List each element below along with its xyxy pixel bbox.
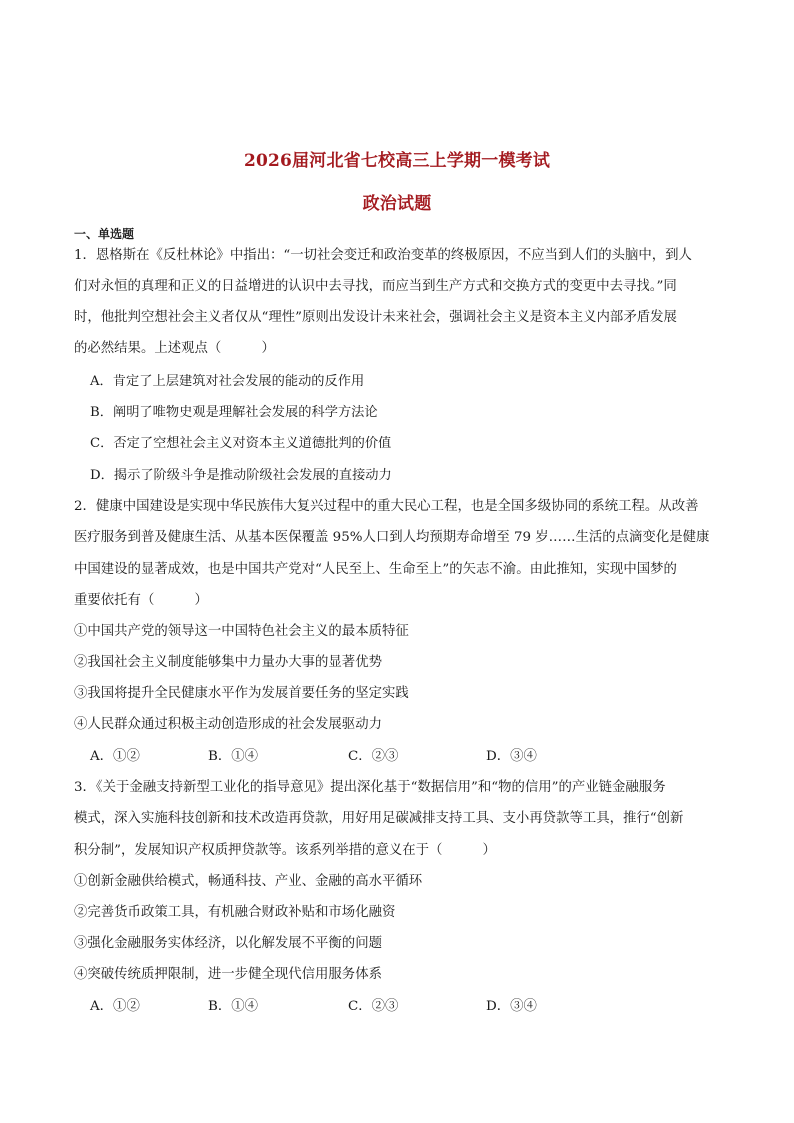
question-text-line: 医疗服务到普及健康生活、从基本医保覆盖 95%人口到人均预期寿命增至 79 岁……生活的点滴变化是健康	[74, 530, 710, 545]
statement-4: ④人民群众通过积极主动创造形成的社会发展驱动力	[74, 717, 382, 732]
option-d: D．揭示了阶级斗争是推动阶级社会发展的直接动力	[90, 468, 392, 483]
question-text-line: 3．《关于金融支持新型工业化的指导意见》提出深化基于“数据信用”和“物的信用”的产业链金融服务	[74, 780, 666, 795]
question-text-line: 1．恩格斯在《反杜林论》中指出：“一切社会变迁和政治变革的终极原因，不应当到人们的头脑中，到人	[74, 248, 692, 263]
question-text-line: 们对永恒的真理和正义的日益增进的认识中去寻找，而应当到生产方式和交换方式的变更中去寻找。”同	[74, 279, 677, 294]
question-text-line: 中国建设的显著成效，也是中国共产党对“人民至上、生命至上”的矢志不渝。由此推知，实现中国梦的	[74, 562, 677, 577]
exam-subtitle: 政治试题	[362, 194, 432, 214]
choice-b: B．①④	[208, 999, 259, 1014]
choice-d: D．③④	[486, 999, 537, 1014]
option-b: B．阐明了唯物史观是理解社会发展的科学方法论	[90, 405, 378, 420]
choice-c: C．②③	[348, 999, 399, 1014]
choice-a: A．①②	[90, 999, 140, 1014]
option-c: C．否定了空想社会主义对资本主义道德批判的价值	[90, 436, 392, 451]
statement-3: ③强化金融服务实体经济，以化解发展不平衡的问题	[74, 936, 382, 951]
exam-title: 2026届河北省七校高三上学期一模考试	[243, 151, 551, 171]
choice-c: C．②③	[348, 749, 399, 764]
question-text-line: 模式，深入实施科技创新和技术改造再贷款，用好用足碳减排支持工具、支小再贷款等工具，推行“创新	[74, 811, 684, 826]
statement-2: ②我国社会主义制度能够集中力量办大事的显著优势	[74, 655, 382, 670]
question-text-line: 2．健康中国建设是实现中华民族伟大复兴过程中的重大民心工程，也是全国多级协同的系统工程。从改善	[74, 499, 699, 514]
statement-1: ①创新金融供给模式，畅通科技、产业、金融的高水平循环	[74, 874, 423, 889]
statement-2: ②完善货币政策工具，有机融合财政补贴和市场化融资	[74, 905, 396, 920]
section-label: 一、单选题	[74, 227, 135, 241]
question-text-line: 时，他批判空想社会主义者仅从“理性”原则出发设计未来社会，强调社会主义是资本主义内部矛盾发展	[74, 310, 677, 325]
choice-d: D．③④	[486, 749, 537, 764]
choice-b: B．①④	[208, 749, 259, 764]
statement-4: ④突破传统质押限制，进一步健全现代信用服务体系	[74, 967, 382, 982]
statement-1: ①中国共产党的领导这一中国特色社会主义的最本质特征	[74, 624, 409, 639]
statement-3: ③我国将提升全民健康水平作为发展首要任务的坚定实践	[74, 686, 409, 701]
question-text-line: 积分制”，发展知识产权质押贷款等。该系列举措的意义在于（ ）	[74, 843, 496, 858]
question-text-line: 重要依托有（ ）	[74, 593, 208, 608]
choice-a: A．①②	[90, 749, 140, 764]
question-text-line: 的必然结果。上述观点（ ）	[74, 341, 275, 356]
option-a: A．肯定了上层建筑对社会发展的能动的反作用	[90, 374, 365, 389]
